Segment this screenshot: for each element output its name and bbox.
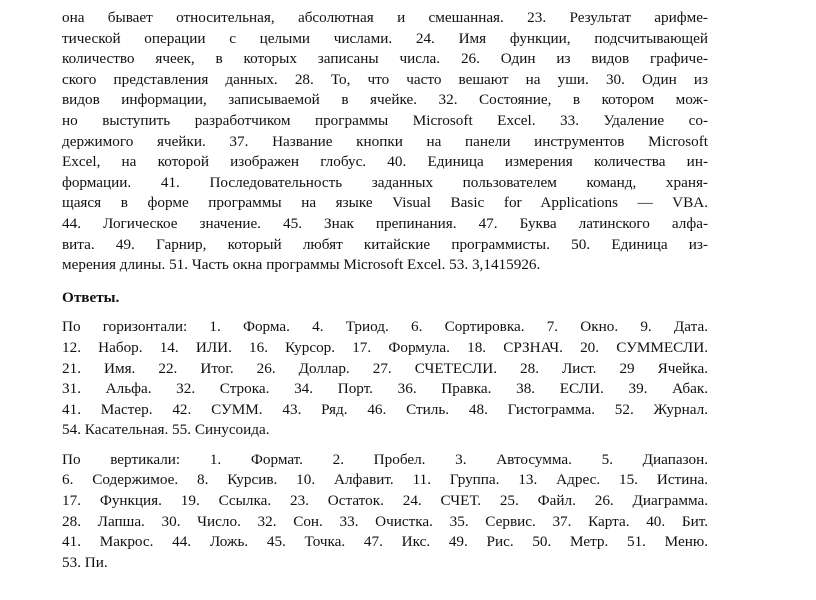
text-line: По вертикали: 1. Формат. 2. Пробел. 3. Автосумма. 5. Диапазон. <box>62 450 708 468</box>
text-line: формации. 41. Последовательность заданных пользователем команд, храня- <box>62 173 708 191</box>
text-line: 21. Имя. 22. Итог. 26. Доллар. 27. СЧЕТЕСЛИ. 28. Лист. 29 Ячейка. <box>62 359 708 377</box>
text-line: 41. Макрос. 44. Ложь. 45. Точка. 47. Икс. 49. Рис. 50. Метр. 51. Меню. <box>62 533 708 551</box>
spacer <box>62 276 708 288</box>
text-line: тической операции с целыми числами. 24. Имя функции, подсчитывающей <box>62 29 708 47</box>
text-line: По горизонтали: 1. Форма. 4. Триод. 6. Сортировка. 7. Окно. 9. Дата. <box>62 318 708 336</box>
text-line: вита. 49. Гарнир, который любят китайские программисты. 50. Единица из- <box>62 235 708 253</box>
text-line: Excel, на которой изображен глобус. 40. Единица измерения количества ин- <box>62 153 708 171</box>
text-line: 17. Функция. 19. Ссылка. 23. Остаток. 24. СЧЕТ. 25. Файл. 26. Диаграмма. <box>62 492 708 510</box>
text-line: 53. Пи. <box>62 553 108 571</box>
answers-horizontal <box>62 317 708 441</box>
text-line: она бывает относительная, абсолютная и смешанная. 23. Результат арифме- <box>62 9 708 26</box>
answers-heading: Ответы. <box>62 288 120 306</box>
text-line: 44. Логическое значение. 45. Знак препинания. 47. Буква латинского алфа- <box>62 214 708 232</box>
text-line: 28. Лапша. 30. Число. 32. Сон. 33. Очистка. 35. Сервис. 37. Карта. 40. Бит. <box>62 512 708 530</box>
questions-paragraph <box>62 8 708 276</box>
document-page <box>62 8 708 573</box>
text-line: держимого ячейки. 37. Название кнопки на панели инструментов Microsoft <box>62 132 708 150</box>
text-line: 31. Альфа. 32. Строка. 34. Порт. 36. Правка. 38. ЕСЛИ. 39. Абак. <box>62 380 708 398</box>
text-line: щаяся в форме программы на языке Visual Basic for Applications — VBA. <box>62 194 708 212</box>
spacer <box>62 308 708 317</box>
text-line: видов информации, записываемой в ячейке. 32. Состояние, в котором мож- <box>62 91 708 109</box>
text-line: 12. Набор. 14. ИЛИ. 16. Курсор. 17. Формула. 18. СРЗНАЧ. 20. СУММЕСЛИ. <box>62 338 708 356</box>
text-line: но выступить разработчиком программы Microsoft Excel. 33. Удаление со- <box>62 111 708 129</box>
text-line: 54. Касательная. 55. Синусоида. <box>62 421 270 439</box>
text-line: количество ячеек, в которых записаны числа. 26. Один из видов графиче- <box>62 50 708 68</box>
spacer <box>62 441 708 450</box>
text-line: 6. Содержимое. 8. Курсив. 10. Алфавит. 11. Группа. 13. Адрес. 15. Истина. <box>62 471 708 489</box>
answers-vertical <box>62 450 708 574</box>
text-line: ского представления данных. 28. То, что часто вешают на уши. 30. Один из <box>62 70 708 88</box>
text-line: мерения длины. 51. Часть окна программы Microsoft Excel. 53. 3,1415926. <box>62 256 541 274</box>
text-line: 41. Мастер. 42. СУММ. 43. Ряд. 46. Стиль. 48. Гистограмма. 52. Журнал. <box>62 400 708 418</box>
